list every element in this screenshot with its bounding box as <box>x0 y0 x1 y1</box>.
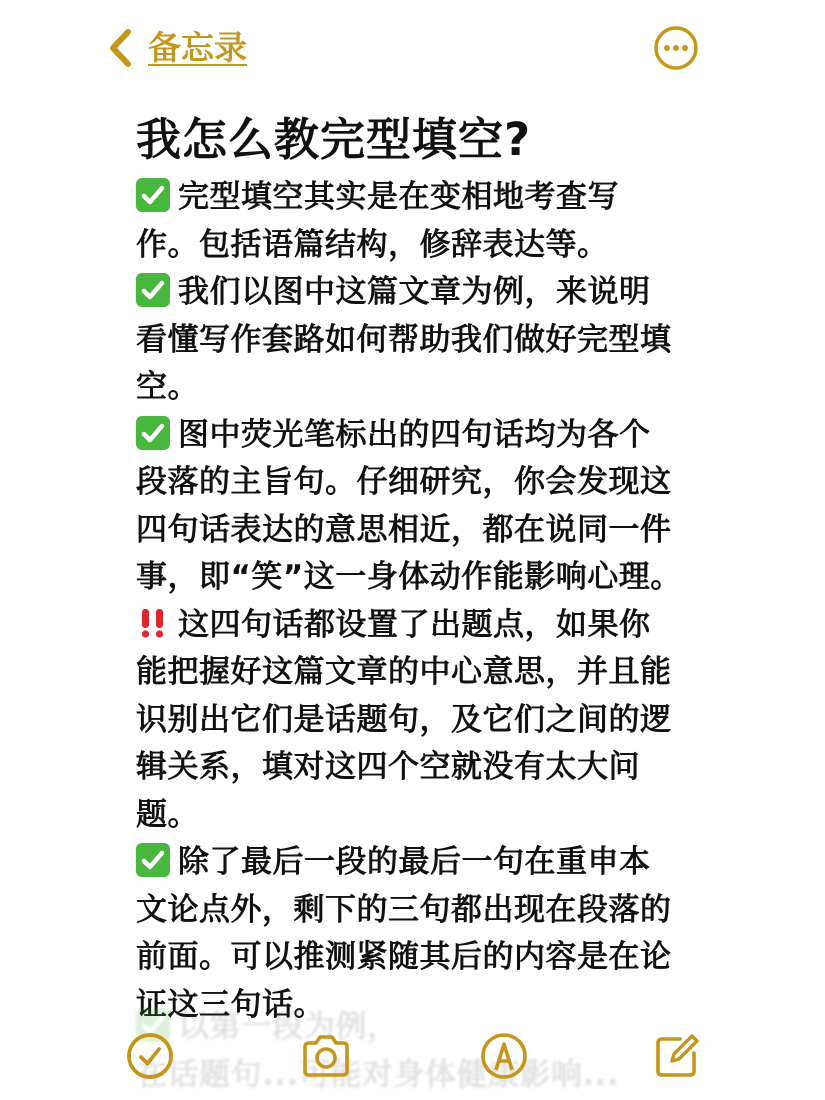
note-line <box>136 839 706 887</box>
camera-button[interactable] <box>300 1030 352 1082</box>
note-line-text: 看懂写作套路如何帮助我们做好完型填 <box>136 321 672 358</box>
note-content[interactable] <box>136 108 706 1029</box>
note-line-text: 题。 <box>136 796 199 833</box>
note-line <box>136 792 706 840</box>
more-options-button[interactable] <box>653 25 699 71</box>
note-line-text: 作。包括语篇结构，修辞表达等。 <box>136 226 609 263</box>
note-paragraph <box>136 602 706 840</box>
note-line-text: 除了最后一段的最后一句在重申本 <box>178 844 651 880</box>
note-line-text: 空。 <box>136 369 199 405</box>
back-label: 备忘录 <box>148 28 247 67</box>
back-button[interactable] <box>104 24 247 72</box>
note-line <box>136 317 706 365</box>
note-paragraph <box>136 839 706 1029</box>
navigation-bar <box>0 0 825 100</box>
markup-button[interactable] <box>478 1030 530 1082</box>
chevron-left-icon <box>104 24 138 72</box>
note-line <box>136 222 706 270</box>
note-line <box>136 649 706 697</box>
compose-icon <box>650 1030 702 1082</box>
note-line-text: 图中荧光笔标出的四句话均为各个 <box>178 416 651 453</box>
note-line-text: 以第一段为例， <box>178 1009 399 1045</box>
note-line-text: 辑关系，填对这四个空就没有太大问 <box>136 749 640 785</box>
ellipsis-circle-icon <box>653 56 699 75</box>
note-line-text: 识别出它们是话题句，及它们之间的逻 <box>136 701 672 738</box>
check-mark-icon <box>136 416 170 450</box>
note-line-text: 证这三句话。 <box>136 986 325 1023</box>
note-body <box>136 174 706 1029</box>
note-line-text: 事，即“笑”这一身体动作能影响心理。 <box>136 559 682 595</box>
note-paragraph <box>136 412 706 602</box>
note-line <box>136 887 706 935</box>
note-line <box>136 697 706 745</box>
note-line-text: 能把握好这篇文章的中心意思，并且能 <box>136 654 672 690</box>
note-paragraph <box>136 174 706 269</box>
note-line <box>136 507 706 555</box>
note-line <box>136 364 706 412</box>
check-mark-icon <box>136 178 170 212</box>
note-line-text: 我们以图中这篇文章为例，来说明 <box>178 274 651 310</box>
check-mark-icon <box>136 843 170 877</box>
note-line <box>136 744 706 792</box>
check-mark-icon <box>136 273 170 307</box>
checklist-button[interactable] <box>124 1030 176 1082</box>
note-line-text: 四句话表达的意思相近，都在说同一件 <box>136 511 672 548</box>
note-line <box>136 602 706 650</box>
note-line <box>136 412 706 460</box>
camera-icon <box>300 1030 352 1082</box>
double-exclamation-icon <box>136 606 170 640</box>
note-line <box>136 554 706 602</box>
note-line-text: 在话题句...可能对身体健康影响... <box>136 1056 620 1093</box>
note-line-text: 这四句话都设置了出题点，如果你 <box>178 606 651 643</box>
note-line <box>136 174 706 222</box>
compose-button[interactable] <box>650 1030 702 1082</box>
note-title: 我怎么教完型填空? <box>136 113 532 166</box>
note-line <box>136 934 706 982</box>
checklist-icon <box>124 1030 176 1082</box>
note-line <box>136 459 706 507</box>
note-line-text: 段落的主旨句。仔细研究，你会发现这 <box>136 464 672 500</box>
note-line-text: 前面。可以推测紧随其后的内容是在论 <box>136 939 672 975</box>
note-line-text: 完型填空其实是在变相地考查写 <box>178 179 619 215</box>
markup-pen-icon <box>478 1030 530 1082</box>
bottom-toolbar <box>0 1024 825 1088</box>
note-line <box>136 269 706 317</box>
note-line-text: 文论点外，剩下的三句都出现在段落的 <box>136 891 672 928</box>
note-paragraph <box>136 269 706 412</box>
